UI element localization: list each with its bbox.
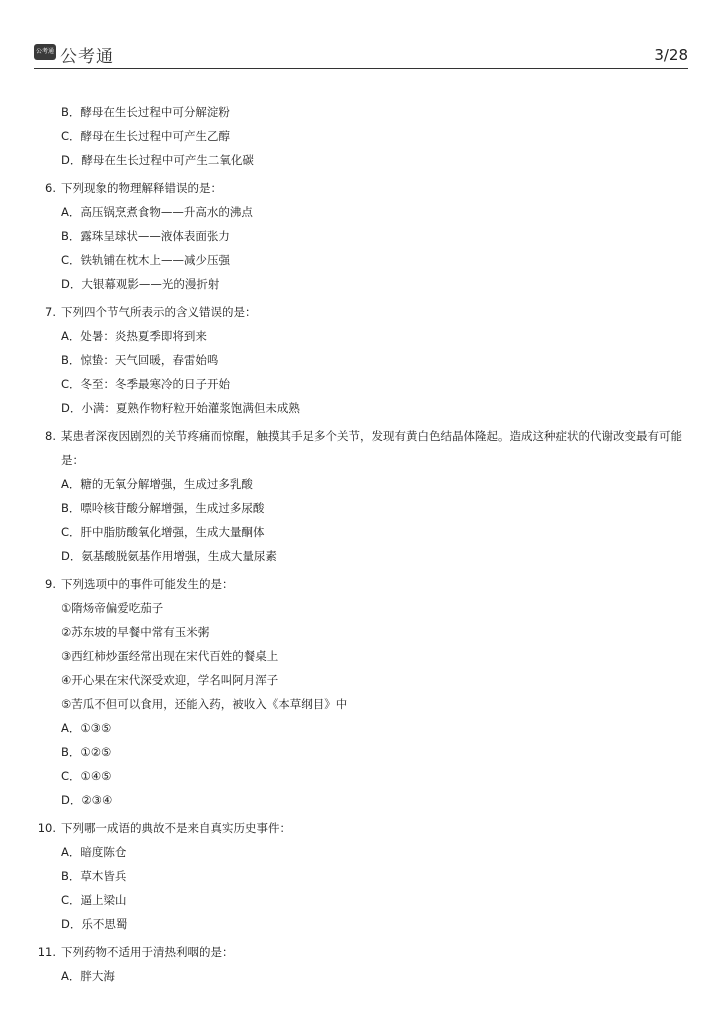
option: B．酵母在生长过程中可分解淀粉 <box>61 105 230 119</box>
question-stem <box>0 176 724 200</box>
question <box>0 300 724 324</box>
question <box>0 572 724 596</box>
option: B．①②⑤ <box>61 745 112 759</box>
question-stem <box>0 300 724 324</box>
option: C．①④⑤ <box>61 769 112 783</box>
question-stem <box>0 816 724 840</box>
logo-text: 公考通 <box>60 47 114 67</box>
question-stem <box>0 424 724 472</box>
statement-item: ⑤苦瓜不但可以食用，还能入药，被收入《本草纲目》中 <box>61 697 348 711</box>
option: D．大银幕观影——光的漫折射 <box>61 277 220 291</box>
question-text: 下列哪一成语的典故不是来自真实历史事件： <box>61 821 291 835</box>
question-number: 9. <box>45 577 56 591</box>
question-number: 11. <box>37 945 56 959</box>
question-text: 下列四个节气所表示的含义错误的是： <box>61 305 257 319</box>
option: B．惊蛰：天气回暖，春雷始鸣 <box>61 353 219 367</box>
option: A．胖大海 <box>61 969 115 983</box>
option: A．糖的无氧分解增强，生成过多乳酸 <box>61 477 253 491</box>
option: B．草木皆兵 <box>61 869 127 883</box>
question-text: 下列药物不适用于清热利咽的是： <box>61 945 234 959</box>
option: A．处暑：炎热夏季即将到来 <box>61 329 207 343</box>
document-body <box>0 100 724 988</box>
option: D．②③④ <box>61 793 113 807</box>
option: D．氨基酸脱氨基作用增强，生成大量尿素 <box>61 549 277 563</box>
question-number: 8. <box>45 429 56 443</box>
question <box>0 176 724 200</box>
option: A．高压锅烹煮食物——升高水的沸点 <box>61 205 253 219</box>
question-stem <box>0 572 724 596</box>
question <box>0 940 724 964</box>
option: B．露珠呈球状——液体表面张力 <box>61 229 230 243</box>
question-stem <box>0 940 724 964</box>
question-number: 7. <box>45 305 56 319</box>
option: D．酵母在生长过程中可产生二氧化碳 <box>61 153 254 167</box>
option: C．酵母在生长过程中可产生乙醇 <box>61 129 231 143</box>
option: D．小满：夏熟作物籽粒开始灌浆饱满但未成熟 <box>61 401 300 415</box>
question <box>0 424 724 472</box>
option: C．铁轨铺在枕木上——减少压强 <box>61 253 231 267</box>
question-text: 下列选项中的事件可能发生的是： <box>61 577 234 591</box>
statement-item: ②苏东坡的早餐中常有玉米粥 <box>61 625 210 639</box>
option: B．嘌呤核苷酸分解增强，生成过多尿酸 <box>61 501 265 515</box>
question-text: 某患者深夜因剧烈的关节疼痛而惊醒，触摸其手足多个关节，发现有黄白色结晶体隆起。造成这种症状的代谢改变最有可能是： <box>61 429 682 467</box>
option: A．暗度陈仓 <box>61 845 127 859</box>
logo-icon: 公考通 <box>34 44 56 60</box>
question-number: 10. <box>37 821 56 835</box>
statement-item: ③西红柿炒蛋经常出现在宋代百姓的餐桌上 <box>61 649 279 663</box>
statement-item: ①隋炀帝偏爱吃茄子 <box>61 601 164 615</box>
option: C．冬至：冬季最寒冷的日子开始 <box>61 377 231 391</box>
option: C．肝中脂肪酸氧化增强，生成大量酮体 <box>61 525 265 539</box>
option: D．乐不思蜀 <box>61 917 128 931</box>
question <box>0 816 724 840</box>
option: A．①③⑤ <box>61 721 112 735</box>
statement-item: ④开心果在宋代深受欢迎，学名叫阿月浑子 <box>61 673 279 687</box>
option: C．逼上梁山 <box>61 893 127 907</box>
question-text: 下列现象的物理解释错误的是： <box>61 181 222 195</box>
page-header <box>34 42 688 69</box>
page-number: 3/28 <box>654 46 688 64</box>
question-number: 6. <box>45 181 56 195</box>
